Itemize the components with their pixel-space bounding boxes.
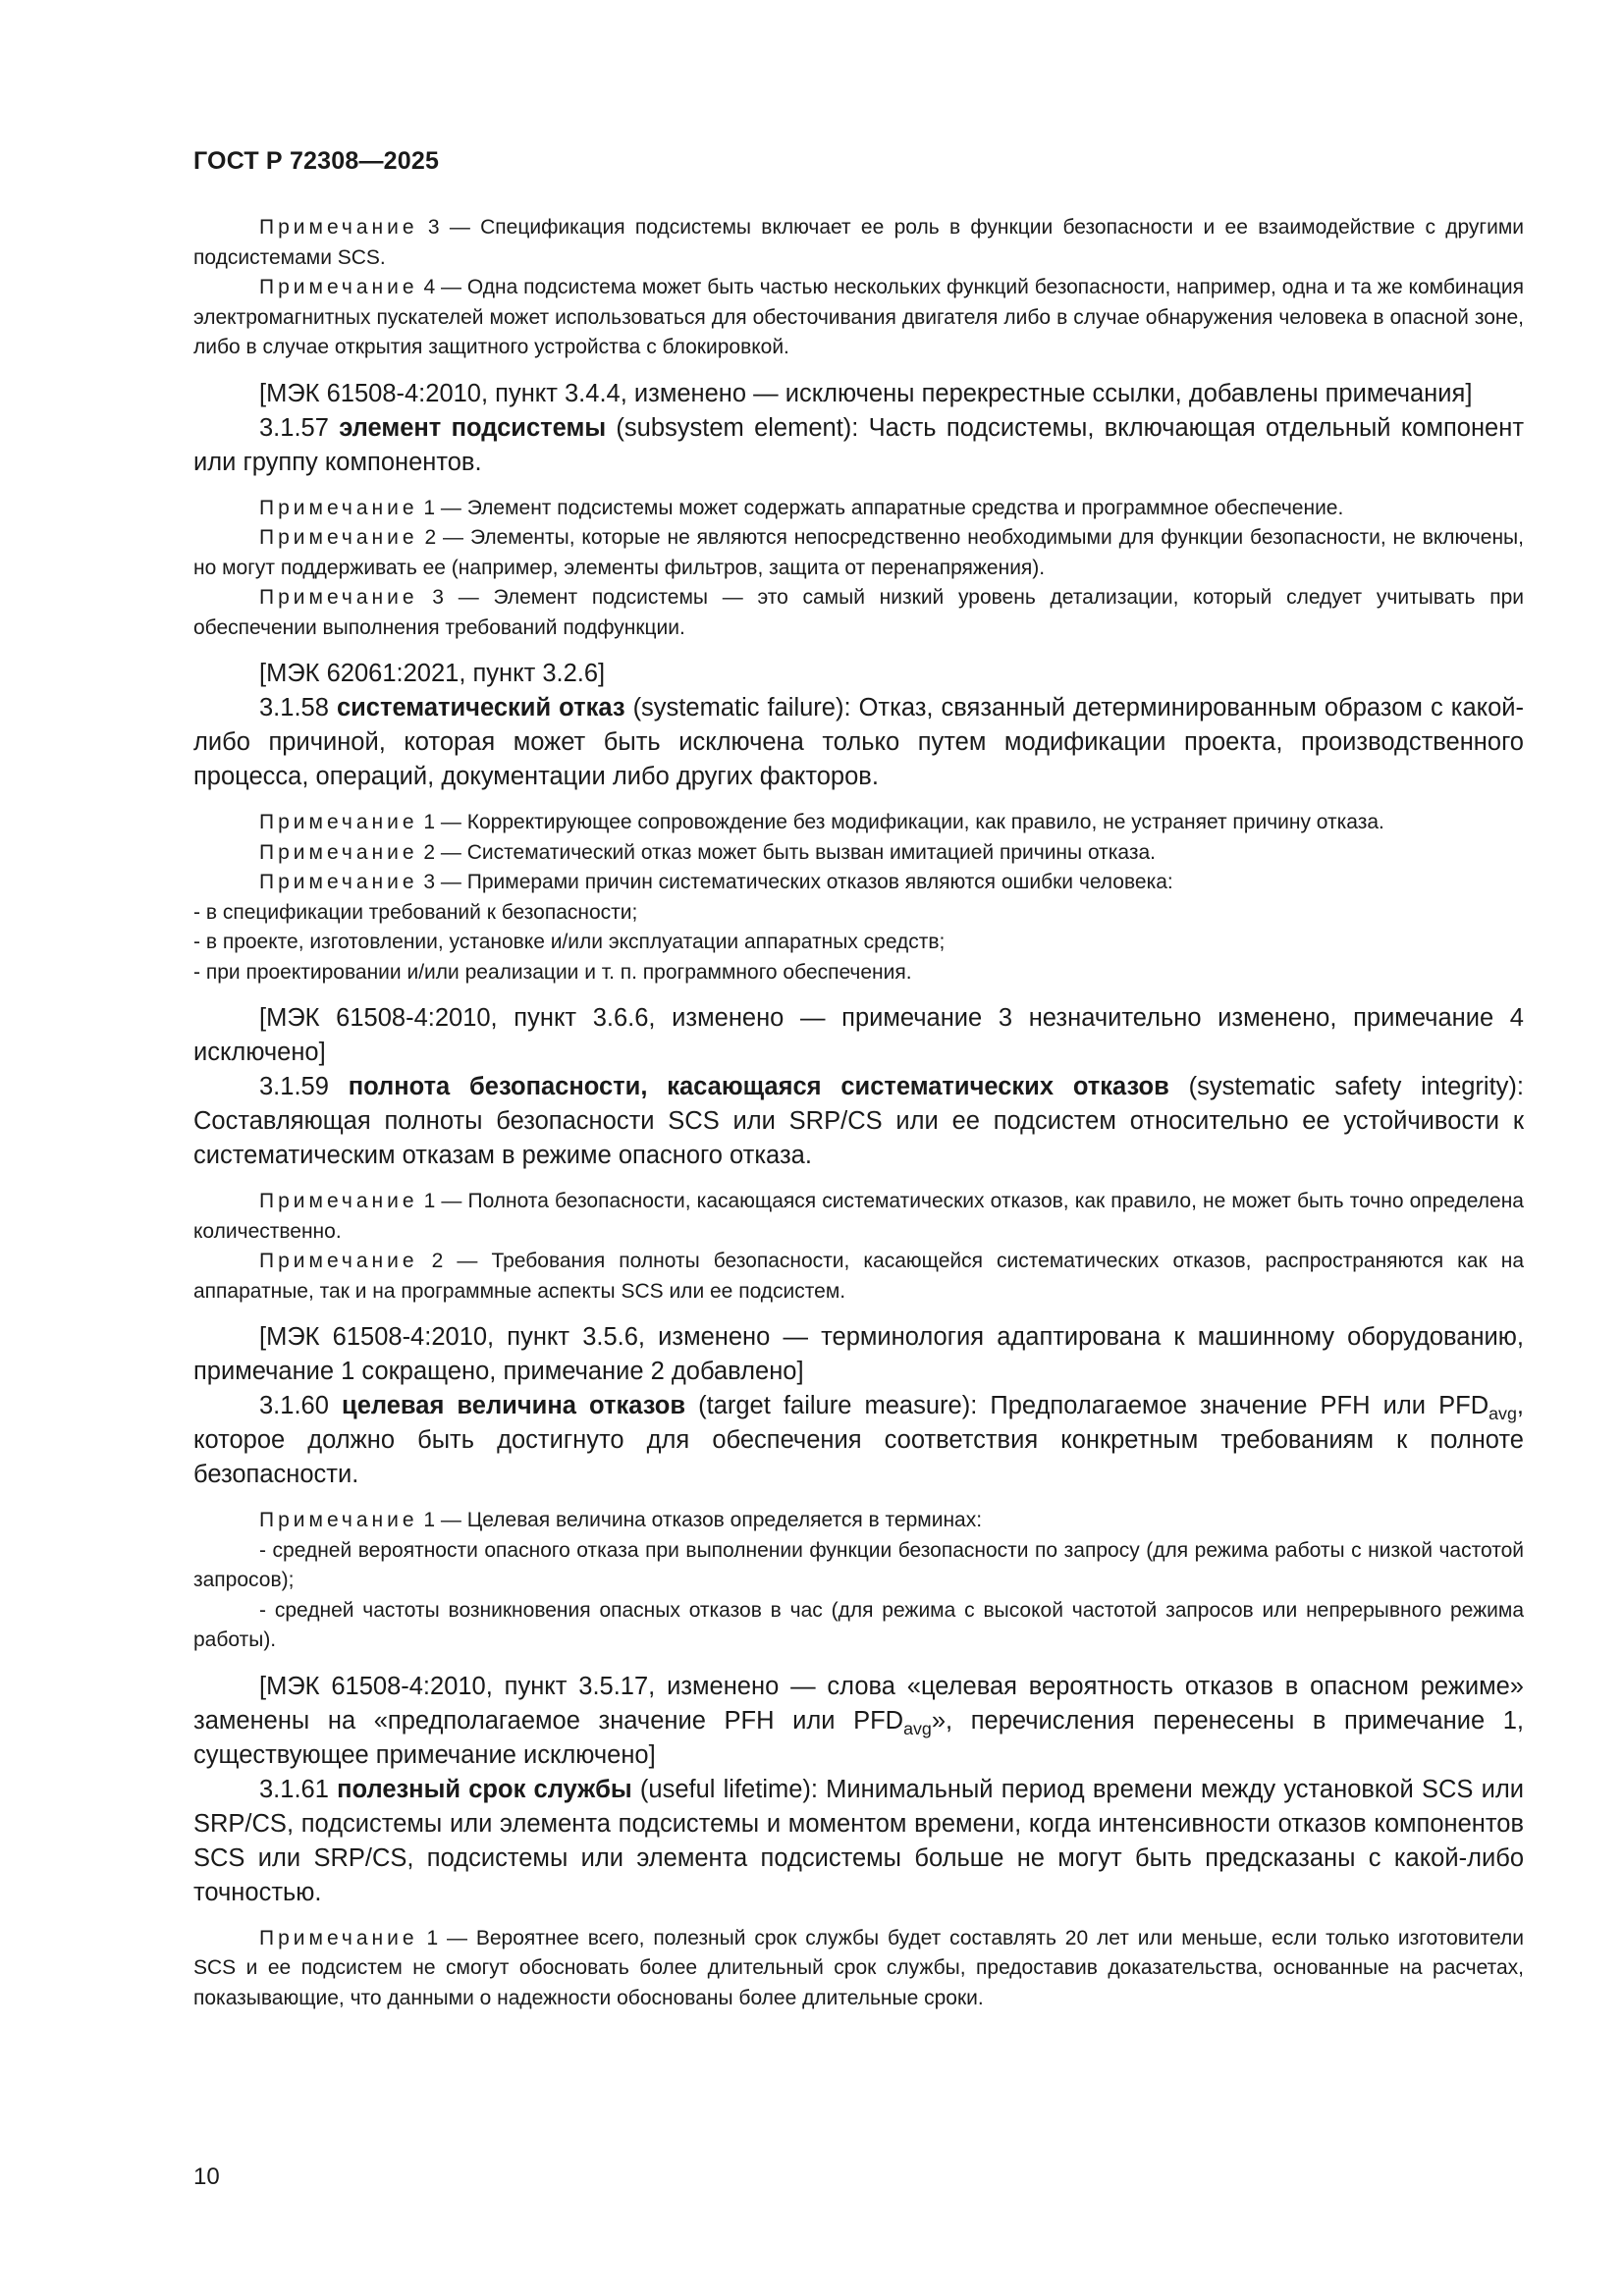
term-name: систематический отказ bbox=[336, 694, 625, 721]
note-label: Примечание bbox=[259, 871, 418, 893]
note-label: Примечание bbox=[259, 586, 418, 609]
note: Примечание 1 — Вероятнее всего, полезный срок службы будет составлять 20 лет или меньше, если только изготовители SCS и ее подсистем не смогут обосновать более длительный срок службы, предоставив доказательства, основанные на расчетах, показывающие, что данными о надежности обоснованы более длительные сроки. bbox=[193, 1926, 1525, 2009]
note: Примечание 2 — Систематический отказ может быть вызван имитацией причины отказа. bbox=[259, 840, 1157, 864]
note-label: Примечание bbox=[259, 216, 418, 239]
term-name: целевая величина отказов bbox=[342, 1392, 685, 1419]
list-item: - в спецификации требований к безопасности; bbox=[193, 900, 638, 924]
term-name: полнота безопасности, касающаяся систематических отказов bbox=[348, 1073, 1169, 1100]
note-label: Примечание bbox=[259, 276, 418, 298]
document-page bbox=[193, 147, 1524, 2013]
note: Примечание 1 — Полнота безопасности, касающаяся систематических отказов, как правило, не может быть точно определена количественно. bbox=[193, 1190, 1524, 1243]
list-item: - при проектировании и/или реализации и т. п. программного обеспечения. bbox=[193, 960, 912, 984]
source-reference: [МЭК 61508-4:2010, пункт 3.4.4, изменено — исключены перекрестные ссылки, добавлены примечания] bbox=[259, 379, 1473, 407]
note-label: Примечание bbox=[259, 1190, 418, 1212]
note: Примечание 1 — Корректирующее сопровождение без модификации, как правило, не устраняет причину отказа. bbox=[259, 811, 1384, 833]
term-entry-3-1-59: 3.1.59 полнота безопасности, касающаяся систематических отказов (systematic safety integrity): Составляющая полноты безопасности SCS или SRP/CS или ее подсистем относительно ее устойчивости к систематическим отказам в режиме опасного отказа. bbox=[193, 1073, 1524, 1169]
note-label: Примечание bbox=[259, 1509, 418, 1531]
list-item: - средней частоты возникновения опасных отказов в час (для режима с высокой частотой запросов или непрерывного режима работы). bbox=[193, 1598, 1524, 1651]
note-label: Примечание bbox=[259, 811, 418, 833]
term-entry-3-1-57: 3.1.57 элемент подсистемы (subsystem element): Часть подсистемы, включающая отдельный компонент или группу компонентов. bbox=[193, 413, 1525, 476]
list-item: - в проекте, изготовлении, установке и/или эксплуатации аппаратных средств; bbox=[193, 931, 946, 953]
note-label: Примечание bbox=[259, 496, 418, 519]
document-header: ГОСТ Р 72308—2025 bbox=[193, 147, 440, 175]
note: Примечание 1 — Целевая величина отказов определяется в терминах: bbox=[259, 1509, 983, 1531]
note: Примечание 2 — Элементы, которые не являются непосредственно необходимыми для функции безопасности, не включены, но могут поддерживать ее (например, элементы фильтров, защита от перенапряжения). bbox=[193, 526, 1524, 579]
term-name: элемент подсистемы bbox=[339, 413, 607, 442]
note: Примечание 3 — Спецификация подсистемы включает ее роль в функции безопасности и ее взаимодействие с другими подсистемами SCS. bbox=[193, 216, 1524, 269]
source-reference: [МЭК 62061:2021, пункт 3.2.6] bbox=[259, 660, 606, 687]
list-item: - средней вероятности опасного отказа при выполнении функции безопасности по запросу (для режима работы с низкой частотой запросов); bbox=[193, 1538, 1524, 1591]
note: Примечание 3 — Примерами причин систематических отказов являются ошибки человека: bbox=[259, 871, 1173, 893]
source-reference: [МЭК 61508-4:2010, пункт 3.5.6, изменено — терминология адаптирована к машинному оборудованию, примечание 1 сокращено, примечание 2 добавлено] bbox=[193, 1323, 1524, 1385]
source-reference: [МЭК 61508-4:2010, пункт 3.6.6, изменено — примечание 3 незначительно изменено, примечание 4 исключено] bbox=[193, 1004, 1524, 1066]
note-label: Примечание bbox=[259, 840, 418, 864]
term-entry-3-1-61: 3.1.61 полезный срок службы (useful lifetime): Минимальный период времени между установкой SCS или SRP/CS, подсистемы или элемента подсистемы и моментом времени, когда интенсивности отказов компонентов SCS или SRP/CS, подсистемы или элемента подсистемы больше не могут быть предсказаны с какой-либо точностью. bbox=[193, 1775, 1524, 1906]
note-label: Примечание bbox=[259, 526, 418, 549]
term-entry-3-1-58: 3.1.58 систематический отказ (systematic failure): Отказ, связанный детерминированным образом с какой-либо причиной, которая может быть исключена только путем модификации проекта, производственного процесса, операций, документации либо других факторов. bbox=[193, 694, 1524, 790]
note: Примечание 4 — Одна подсистема может быть частью нескольких функций безопасности, например, одна и та же комбинация электромагнитных пускателей может использоваться для обесточивания двигателя либо в случае обнаружения человека в опасной зоне, либо в случае открытия защитного устройства с блокировкой. bbox=[193, 276, 1524, 358]
term-entry-3-1-60: 3.1.60 целевая величина отказов (target failure measure): Предполагаемое значение PFH или $PFD_{avg}$, которое должно быть достигнуто для обеспечения соответствия конкретным требованиям к полноте безопасности. bbox=[193, 1392, 1524, 1488]
page-number: 10 bbox=[193, 2163, 220, 2190]
term-name: полезный срок службы bbox=[337, 1775, 632, 1803]
note: Примечание 1 — Элемент подсистемы может содержать аппаратные средства и программное обеспечение. bbox=[259, 496, 1344, 519]
note: Примечание 2 — Требования полноты безопасности, касающейся систематических отказов, распространяются как на аппаратные, так и на программные аспекты SCS или ее подсистем. bbox=[193, 1250, 1524, 1303]
note-label: Примечание bbox=[259, 1926, 418, 1949]
note: Примечание 3 — Элемент подсистемы — это самый низкий уровень детализации, который следует учитывать при обеспечении выполнения требований подфункции. bbox=[193, 586, 1524, 639]
note-label: Примечание bbox=[259, 1250, 418, 1272]
source-reference: [МЭК 61508-4:2010, пункт 3.5.17, изменено — слова «целевая вероятность отказов в опасном режиме» заменены на «предполагаемое значение PFH или $PFD_{avg}$», перечисления перенесены в примечание 1, существующее примечание исключено] bbox=[193, 1672, 1524, 1769]
